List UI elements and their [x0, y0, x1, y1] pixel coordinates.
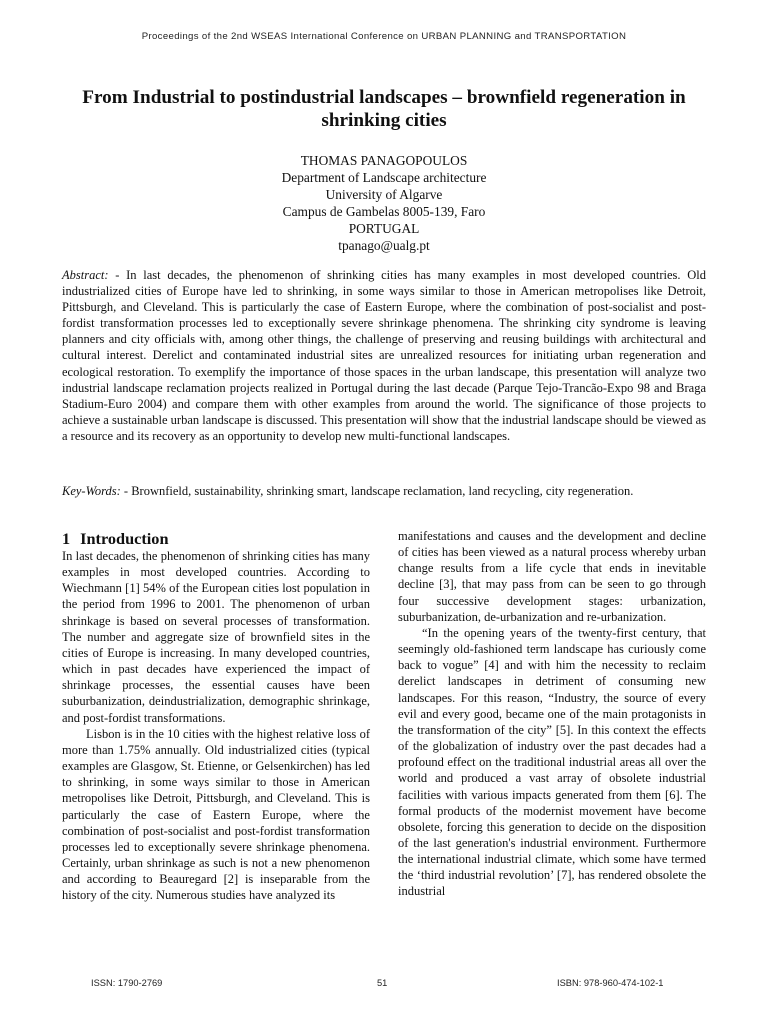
intro-paragraph-3: manifestations and causes and the development and decline of cities has been viewed as a natural process whereby urban change results from a life cycle that ends in inevitable decline [3], that may pass from can be seen to go through four successive development stages: urbanization, suburbanization, de-urbanization and re-urbanization. — [398, 529, 706, 624]
abstract-text: - In last decades, the phenomenon of shrinking cities has many examples in most developed countries. Old industrialized cities of Europe have led to shrinking, in some ways similar to those in American metropolises like Detroit, Pittsburgh, and Cleveland. This is particularly the case of Eastern Europe, where the combination of post-socialist and post-fordist transformation processes led to exceptionally severe shrinkage phenomena. The shrinking city syndrome is leaving planners and city officials with, among other things, the challenge of preserving and reusing buildings with architectural and cultural interest. Derelict and contaminated industrial sites are unrealized resources for initiating urban regeneration and ecological restoration. To exemplify the importance of those spaces in the urban landscape, this presentation will analyze two industrial landscape reclamation projects realized in Portugal during the last decade (Parque Tejo-Trancão-Expo 98 and Braga Stadium-Euro 2004) and compare them with other examples from around the world. The significance of those projects to achieve a sustainable urban landscape is discussed. This presentation will show that the industrial landscape should be viewed as a resource and its recovery as an opportunity to develop new multi-functional landscapes. — [62, 268, 706, 443]
affiliation-campus: Campus de Gambelas 8005-139, Faro — [282, 204, 486, 220]
abstract — [62, 267, 706, 444]
intro-paragraph-2: Lisbon is in the 10 cities with the highest relative loss of more than 1.75% annually. Old industrialized cities (typical examples are Glasgow, St. Etienne, or Gelsenkirchen) has led to shrinking, in some ways similar to those in American metropolises like Detroit, Pittsburgh, and Cleveland. This is particularly the case of Eastern Europe, where the combination of post-socialist and post-fordist transformation processes led to exceptionally severe shrinkage phenomena. Certainly, urban shrinkage as such is not a new phenomenon and according to Beauregard [2] is inseparable from the history of the city. Numerous studies have analyzed its — [62, 726, 370, 903]
intro-paragraph-1: In last decades, the phenomenon of shrinking cities has many examples in most developed countries. According to Wiechmann [1] 54% of the European cities lost population in the period from 1996 to 2001. The phenomenon of urban shrinkage is based on several processes of transformation. The number and aggregate size of brownfield sites in the cities of Europe is increasing. In many developed countries, which in past decades have experienced the impact of shrinkage processes, the essential causes have been suburbanization, deindustrialization, demographic shrinkage, and post-fordist transformations. — [62, 549, 370, 725]
affiliation-country: PORTUGAL — [348, 221, 420, 237]
footer-isbn: ISBN: 978-960-474-102-1 — [557, 978, 664, 988]
abstract-label: Abstract: — [62, 268, 109, 282]
affiliation-department: Department of Landscape architecture — [281, 170, 487, 186]
author-block — [134, 152, 634, 255]
section-heading — [62, 529, 169, 549]
footer-page-number: 51 — [377, 978, 388, 988]
author-email: tpanago@ualg.pt — [338, 238, 430, 254]
keywords-text: - Brownfield, sustainability, shrinking smart, landscape reclamation, land recycling, city regeneration. — [120, 484, 634, 498]
author-name: THOMAS PANAGOPOULOS — [300, 153, 468, 168]
section-title: Introduction — [80, 529, 169, 548]
paper-title: From Industrial to postindustrial landscapes – brownfield regeneration in shrinking cities — [82, 87, 686, 131]
right-column — [398, 528, 706, 900]
running-head: Proceedings of the 2nd WSEAS International Conference on URBAN PLANNING and TRANSPORTATION — [141, 31, 627, 42]
keywords — [62, 483, 706, 499]
footer-issn: ISSN: 1790-2769 — [91, 978, 163, 988]
left-column — [62, 548, 370, 903]
affiliation-university: University of Algarve — [325, 187, 443, 203]
keywords-label: Key-Words: — [62, 484, 121, 498]
section-number: 1 — [62, 529, 71, 548]
intro-paragraph-4: “In the opening years of the twenty-first century, that seemingly old-fashioned term landscape has curiously come back to vogue” [4] and with him the necessity to reclaim derelict landscapes in detriment of consuming new landscapes. For this reason, “Industry, the source of every evil and every good, became one of the main protagonists in the transformation of the city” [5]. In this context the effects of the globalization of industry over the past decades had a profound effect on the traditional industrial areas all over the world and produced a vast array of obsolete industrial facilities with various impacts generated from them [6]. The formal products of the modernist movement have become obsolete, forcing this generation to decide on the disposition of the last generation's industrial environment. Furthermore the international industrial climate, which some have termed the ‘third industrial revolution’ [7], has rendered obsolete the industrial — [398, 625, 706, 899]
